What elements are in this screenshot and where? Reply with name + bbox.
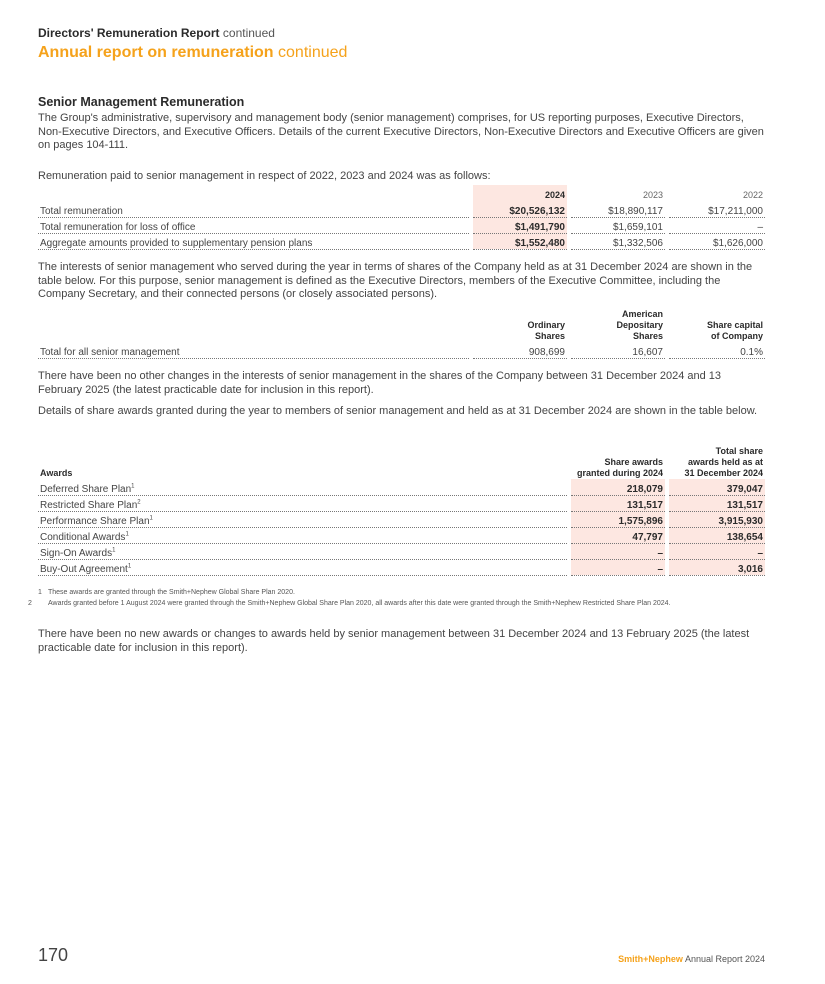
table-row (38, 527, 765, 543)
page-title (38, 44, 347, 62)
remuneration-table (38, 185, 765, 250)
row-label: Performance Share Plan$^1$ (38, 511, 569, 527)
granted-value: 218,079 (569, 479, 667, 495)
senior-intro-paragraph: The Group's administrative, supervisory and management body (senior management) comprises, for US reporting purposes, Executive Directors, Non-Executive Directors, and Executive Officers. Details of the current Executive Directors, Non-Executive Directors and Executive Officers are given on pages 104-111. (38, 112, 764, 151)
value-2022: $1,626,000 (667, 233, 765, 249)
page-title-text: Annual report on remuneration (38, 44, 274, 61)
footnote: 2 Awards granted before 1 August 2024 were granted through the Smith+Nephew Global Share Plan 2020, all awards after this date were granted through the Smith+Nephew Restricted Share Plan 2024. (28, 600, 671, 607)
granted-value: 1,575,896 (569, 511, 667, 527)
year-header-2024: 2024 (471, 185, 569, 201)
held-value: 379,047 (667, 479, 765, 495)
granted-value: – (569, 543, 667, 559)
row-label: Buy-Out Agreement$^1$ (38, 559, 569, 575)
granted-value: 47,797 (569, 527, 667, 543)
ordinary-shares-header: Ordinary Shares (471, 306, 569, 342)
row-label: Total remuneration for loss of office (38, 217, 471, 233)
row-label: Conditional Awards$^1$ (38, 527, 569, 543)
table-row (38, 495, 765, 511)
report-page (28, 0, 765, 984)
table-row (38, 201, 765, 217)
held-value: 3,016 (667, 559, 765, 575)
senior-management-heading: Senior Management Remuneration (38, 95, 245, 109)
table-row (38, 479, 765, 495)
interests-paragraph: The interests of senior management who served during the year in terms of shares of the Company held as at 31 December 2024 are shown in the table below. For this purpose, senior management is defined as the Executive Directors, members of the Executive Committee, including the Company Secretary, and their connected persons (or closely associated persons). (38, 261, 753, 300)
value-2022: $17,211,000 (667, 201, 765, 217)
held-header: Total share awards held as at 31 December 2024 (667, 445, 765, 479)
table-row (38, 559, 765, 575)
value-2022: – (667, 217, 765, 233)
report-name: Annual Report 2024 (684, 954, 765, 964)
section-suffix: continued (222, 26, 275, 40)
table-row (38, 217, 765, 233)
year-header-2023: 2023 (569, 185, 667, 201)
row-label: Restricted Share Plan$^2$ (38, 495, 569, 511)
value-2023: $1,659,101 (569, 217, 667, 233)
closing-paragraph: There have been no new awards or changes to awards held by senior management between 31 December 2024 and 13 February 2025 (the latest practicable date for inclusion in this report). (38, 628, 750, 654)
footer-brand (618, 954, 765, 964)
awards-table (38, 445, 765, 576)
held-value: – (667, 543, 765, 559)
ads-value: 16,607 (569, 342, 667, 358)
value-2023: $1,332,506 (569, 233, 667, 249)
held-value: 131,517 (667, 495, 765, 511)
year-header-2022: 2022 (667, 185, 765, 201)
row-label: Total remuneration (38, 201, 471, 217)
row-label: Total for all senior management (38, 342, 471, 358)
awards-column-header: Awards (40, 468, 73, 478)
page-title-suffix: continued (278, 44, 348, 61)
held-value: 138,654 (667, 527, 765, 543)
page-number: 170 (38, 945, 69, 965)
footnote: 1 These awards are granted through the Smith+Nephew Global Share Plan 2020. (38, 589, 295, 596)
ads-header: American Depositary Shares (569, 306, 667, 342)
brand-logo-text: Smith+Nephew (618, 954, 683, 964)
granted-header: Share awards granted during 2024 (569, 445, 667, 479)
table-row (38, 543, 765, 559)
granted-value: – (569, 559, 667, 575)
table-row (38, 233, 765, 249)
held-value: 3,915,930 (667, 511, 765, 527)
interests-table-wrap (38, 306, 765, 359)
value-2024: $1,491,790 (471, 217, 569, 233)
section-name: Directors' Remuneration Report (38, 26, 220, 40)
remuneration-intro: Remuneration paid to senior management in respect of 2022, 2023 and 2024 was as follows: (38, 170, 491, 182)
section-header (38, 26, 275, 40)
value-2023: $18,890,117 (569, 201, 667, 217)
row-label: Aggregate amounts provided to supplementary pension plans (38, 233, 471, 249)
value-2024: $1,552,480 (471, 233, 569, 249)
changes-paragraph: There have been no other changes in the interests of senior management in the shares of the Company between 31 December 2024 and 13 February 2025 (the latest practicable date for inclusion in this report). (38, 370, 722, 396)
share-capital-header: Share capital of Company (667, 306, 765, 342)
awards-intro-paragraph: Details of share awards granted during the year to members of senior management and held as at 31 December 2024 are shown in the table below. (38, 405, 758, 417)
ordinary-value: 908,699 (471, 342, 569, 358)
table-row (38, 342, 765, 358)
awards-table-wrap (38, 445, 765, 576)
capital-value: 0.1% (667, 342, 765, 358)
interests-table (38, 306, 765, 359)
value-2024: $20,526,132 (471, 201, 569, 217)
table-row (38, 511, 765, 527)
row-label: Sign-On Awards$^1$ (38, 543, 569, 559)
granted-value: 131,517 (569, 495, 667, 511)
remuneration-table-wrap (38, 185, 765, 250)
row-label: Deferred Share Plan$^1$ (38, 479, 569, 495)
